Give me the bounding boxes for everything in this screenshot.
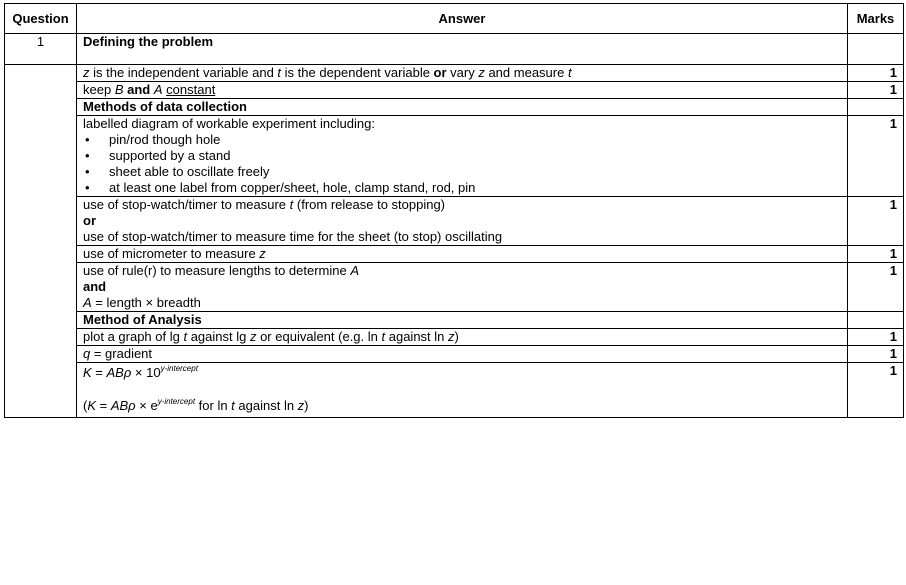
answer-text: use of stop-watch/timer to measure t (from release to stopping) or use of stop-watch/timer to measure time for the sheet (to stop) oscillating <box>77 197 848 246</box>
header-marks: Marks <box>848 4 904 34</box>
answer-text: keep B and A constant <box>77 82 848 99</box>
section-heading-defining: Defining the problem <box>77 34 848 65</box>
answer-text: use of rule(r) to measure lengths to determine A and A = length × breadth <box>77 263 848 312</box>
diagram-intro: labelled diagram of workable experiment including: <box>83 116 375 131</box>
answer-text: use of micrometer to measure z <box>77 246 848 263</box>
answer-text <box>77 116 848 197</box>
header-question: Question <box>5 4 77 34</box>
answer-row-rule <box>5 263 904 312</box>
section-row-methods <box>5 99 904 116</box>
mark-value: 1 <box>848 263 904 312</box>
section-row-analysis <box>5 312 904 329</box>
header-row <box>5 4 904 34</box>
answer-text <box>77 363 848 418</box>
mark-scheme-table <box>4 3 904 418</box>
mark-value: 1 <box>848 197 904 246</box>
mark-value: 1 <box>848 65 904 82</box>
marks-cell-empty <box>848 34 904 65</box>
answer-text: z is the independent variable and t is the dependent variable or vary z and measure t <box>77 65 848 82</box>
section-heading-analysis: Method of Analysis <box>77 312 848 329</box>
equation-ln: ($K = AB\rho \times e^{y-intercept}$ for ln t against ln z) <box>83 397 309 413</box>
answer-row-constants <box>5 82 904 99</box>
section-heading-methods: Methods of data collection <box>77 99 848 116</box>
answer-text: plot a graph of lg t against lg z or equivalent (e.g. ln t against ln z) <box>77 329 848 346</box>
section-row-defining <box>5 34 904 65</box>
answer-row-variables <box>5 65 904 82</box>
answer-row-diagram <box>5 116 904 197</box>
equation-lg: $K = AB\rho \times 10^{y-intercept}$ <box>83 364 198 380</box>
bullet-item: • sheet able to oscillate freely <box>83 164 841 180</box>
marks-cell-empty <box>848 99 904 116</box>
mark-value: 1 <box>848 246 904 263</box>
bullet-item: • supported by a stand <box>83 148 841 164</box>
answer-row-graph <box>5 329 904 346</box>
mark-value: 1 <box>848 116 904 197</box>
mark-value: 1 <box>848 329 904 346</box>
diagram-bullet-list <box>83 132 841 196</box>
answer-row-timer <box>5 197 904 246</box>
mark-value: 1 <box>848 82 904 99</box>
mark-value: 1 <box>848 346 904 363</box>
answer-text: q = gradient <box>77 346 848 363</box>
mark-value: 1 <box>848 363 904 418</box>
answer-row-gradient <box>5 346 904 363</box>
marks-cell-empty <box>848 312 904 329</box>
question-column-blank <box>5 65 77 418</box>
bullet-item: • pin/rod though hole <box>83 132 841 148</box>
header-answer: Answer <box>77 4 848 34</box>
answer-row-micrometer <box>5 246 904 263</box>
answer-row-intercept <box>5 363 904 418</box>
question-number: 1 <box>5 34 77 65</box>
bullet-item: • at least one label from copper/sheet, hole, clamp stand, rod, pin <box>83 180 841 196</box>
